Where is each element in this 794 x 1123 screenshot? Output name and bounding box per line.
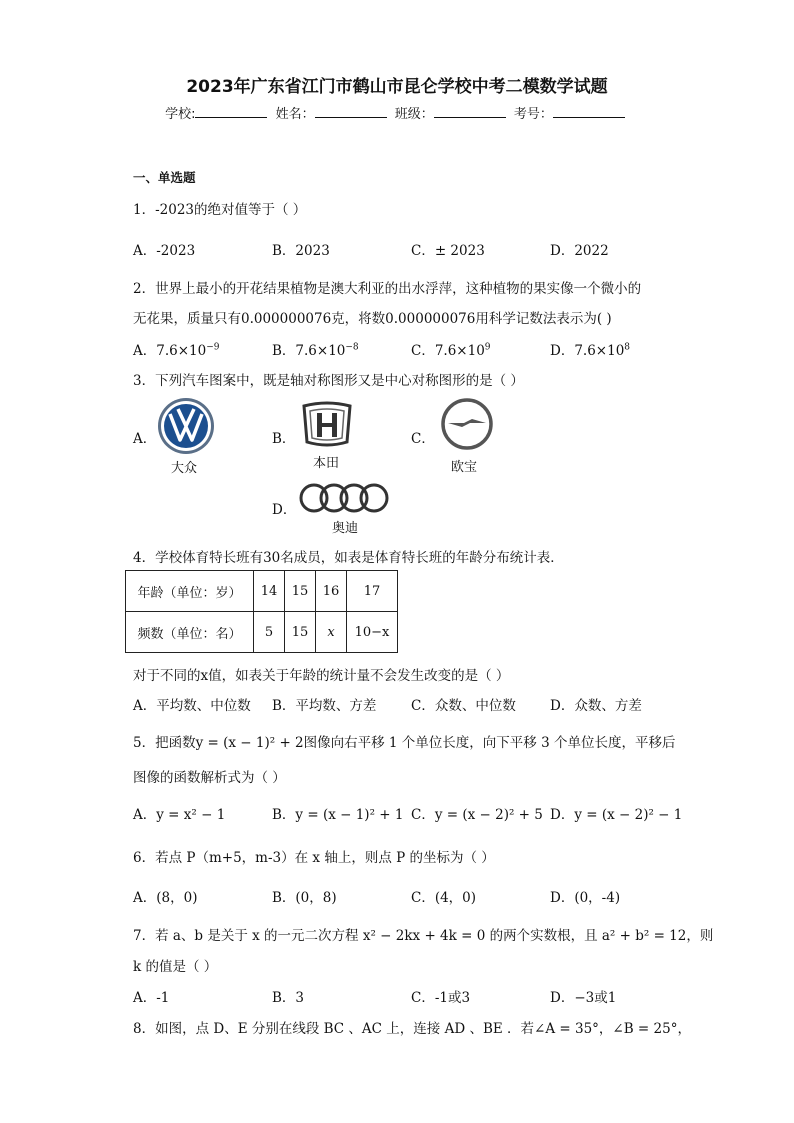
q3-option-c[interactable]: C．	[411, 431, 435, 447]
q3-option-a[interactable]: A．	[133, 431, 157, 447]
logo-label-opel: 欧宝	[451, 460, 478, 475]
q4-option-c[interactable]: C．众数、中位数	[411, 698, 516, 714]
q1-option-c[interactable]: C．± 2023	[411, 243, 485, 259]
school-blank[interactable]	[195, 105, 267, 118]
table-row	[126, 612, 398, 653]
table-cell: x	[316, 612, 347, 653]
q1-option-b[interactable]: B．2023	[272, 243, 330, 259]
q6-option-a[interactable]: A．(8，0)	[133, 890, 198, 906]
exam-no-label: 考号：	[513, 107, 553, 122]
q5-option-c[interactable]: C．y = (x − 2)² + 5	[411, 807, 543, 823]
q8-stem: 8．如图，点 D、E 分别在线段 BC 、AC 上，连接 AD 、BE ．若∠A = 35°，∠B = 25°，	[133, 1021, 691, 1037]
q7-option-c[interactable]: C．-1或3	[411, 990, 471, 1006]
q2-option-d[interactable]: D．$7.6\times 10^8$	[550, 342, 631, 359]
audi-logo-icon	[298, 481, 390, 515]
q7-option-d[interactable]: D．−3或1	[550, 990, 617, 1006]
q6-option-d[interactable]: D．(0，-4)	[550, 890, 621, 906]
table-cell: 17	[347, 571, 398, 612]
q7-stem-line2: k 的值是（ ）	[133, 959, 218, 975]
q4-option-a[interactable]: A．平均数、中位数	[133, 698, 251, 714]
q5-option-a[interactable]: A．y = x² − 1	[133, 807, 226, 823]
table-cell: 10−x	[347, 612, 398, 653]
q1-stem: 1．-2023的绝对值等于（ ）	[133, 202, 307, 218]
q6-stem: 6．若点 P（m+5，m-3）在 x 轴上，则点 P 的坐标为（ ）	[133, 850, 495, 866]
q6-option-b[interactable]: B．(0，8)	[272, 890, 337, 906]
q7-option-a[interactable]: A．-1	[133, 990, 170, 1006]
logo-label-honda: 本田	[313, 456, 340, 471]
opel-logo-icon	[440, 397, 494, 451]
table-cell: 16	[316, 571, 347, 612]
q4-stem: 4．学校体育特长班有30名成员，如表是体育特长班的年龄分布统计表．	[133, 550, 564, 566]
class-blank[interactable]	[434, 105, 506, 118]
q7-stem-line1: 7．若 a、b 是关于 x 的一元二次方程 x² − 2kx + 4k = 0 的两个实数根，且 a² + b² = 12，则	[133, 928, 714, 944]
name-label: 姓名：	[275, 107, 315, 122]
volkswagen-logo-icon	[157, 397, 215, 455]
table-cell: 15	[285, 612, 316, 653]
class-label: 班级：	[394, 107, 434, 122]
q2-stem-line1: 2．世界上最小的开花结果植物是澳大利亚的出水浮萍，这种植物的果实像一个微小的	[133, 281, 642, 297]
q4-option-b[interactable]: B．平均数、方差	[272, 698, 377, 714]
student-info-row	[0, 103, 794, 122]
table-row	[126, 571, 398, 612]
q3-option-d[interactable]: D．	[272, 502, 297, 518]
q6-option-c[interactable]: C．(4，0)	[411, 890, 477, 906]
q1-option-d[interactable]: D．2022	[550, 243, 609, 259]
q4-question: 对于不同的x值，如表关于年龄的统计量不会发生改变的是（ ）	[133, 668, 510, 684]
q2-stem-line2: 无花果，质量只有0.000000076克，将数0.000000076用科学记数法表示为( )	[133, 311, 612, 327]
q5-option-d[interactable]: D．y = (x − 2)² − 1	[550, 807, 683, 823]
honda-logo-icon	[298, 400, 356, 450]
table-cell: 5	[254, 612, 285, 653]
q3-option-b[interactable]: B．	[272, 431, 296, 447]
logo-label-audi: 奥迪	[332, 521, 359, 536]
q2-option-a[interactable]: A．$7.6\times 10^{-9}$	[133, 342, 220, 359]
section-heading: 一、单选题	[133, 170, 196, 185]
table-cell: 年龄（单位：岁）	[126, 571, 254, 612]
table-cell: 14	[254, 571, 285, 612]
q7-option-b[interactable]: B．3	[272, 990, 305, 1006]
q2-option-b[interactable]: B．$7.6\times 10^{-8}$	[272, 342, 359, 359]
table-cell: 15	[285, 571, 316, 612]
table-cell: 频数（单位：名）	[126, 612, 254, 653]
school-label: 学校:	[165, 107, 196, 122]
age-frequency-table	[125, 570, 398, 653]
logo-label-vw: 大众	[171, 461, 198, 476]
q5-option-b[interactable]: B．y = (x − 1)² + 1	[272, 807, 404, 823]
name-blank[interactable]	[315, 105, 387, 118]
q2-option-c[interactable]: C．$7.6\times 10^9$	[411, 342, 491, 359]
page-title: 2023年广东省江门市鹤山市昆仑学校中考二模数学试题	[186, 77, 608, 97]
q5-stem-line2: 图像的函数解析式为（ ）	[133, 770, 286, 786]
q1-option-a[interactable]: A．-2023	[133, 243, 196, 259]
q5-stem-line1: 5．把函数y = (x − 1)² + 2图像向右平移 1 个单位长度，向下平移 3 个单位长度，平移后	[133, 735, 676, 751]
q3-stem: 3．下列汽车图案中，既是轴对称图形又是中心对称图形的是（ ）	[133, 373, 524, 389]
exam-no-blank[interactable]	[553, 105, 625, 118]
q4-option-d[interactable]: D．众数、方差	[550, 698, 642, 714]
